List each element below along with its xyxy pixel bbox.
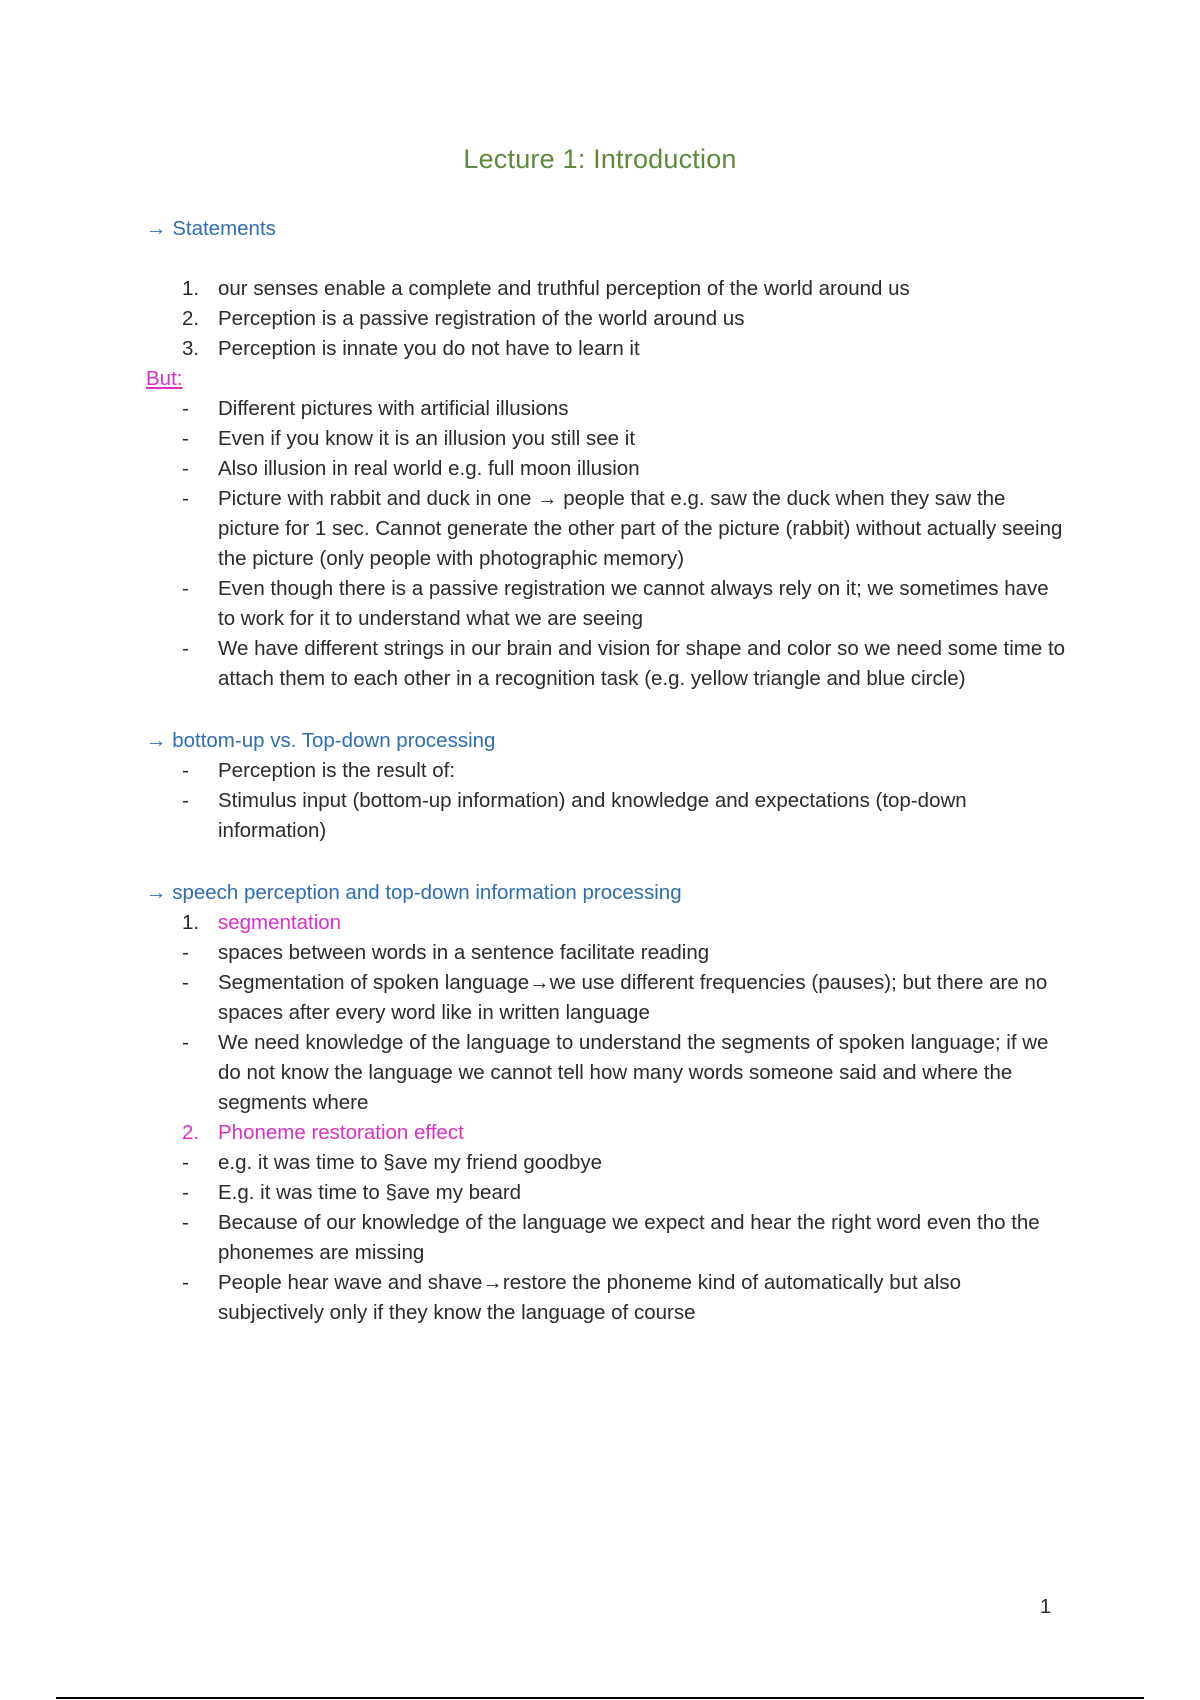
list-item-text: Perception is innate you do not have to learn it [218,337,640,360]
page-title: Lecture 1: Introduction [463,144,737,174]
list-item-text: Different pictures with artificial illusions [218,397,569,420]
list-marker: - [182,487,189,510]
section-heading-label: Statements [172,217,276,240]
subheading-label: segmentation [218,911,342,934]
list-item [146,454,1066,484]
list-marker: - [182,637,189,660]
list-item-text: We have different strings in our brain and vision for shape and color so we need some time to attach them to each other in a recognition task (e.g. yellow triangle and blue circle) [218,637,1066,690]
list-item-text: Perception is a passive registration of the world around us [218,307,745,330]
arrow-icon: → [146,729,167,752]
subheading-phoneme-restoration [146,1118,1066,1148]
footer-rule [56,1697,1144,1699]
statements-list [146,274,1066,364]
list-item-text: Perception is the result of: [218,759,456,782]
document-content [146,214,1066,1328]
list-item-text: E.g. it was time to §ave my beard [218,1181,522,1204]
subheading-label: Phoneme restoration effect [218,1121,464,1144]
list-marker: 3. [182,337,200,360]
list-item [146,1208,1066,1268]
list-item [146,304,1066,334]
list-item [146,1028,1066,1118]
list-item-text: e.g. it was time to §ave my friend goodbye [218,1151,603,1174]
list-item-text: Segmentation of spoken language→we use different frequencies (pauses); but there are no spaces after every word like in written language [218,971,1048,1024]
list-item-text: our senses enable a complete and truthful perception of the world around us [218,277,910,300]
list-marker: - [182,397,189,420]
spacer [146,694,1066,726]
list-marker: - [182,427,189,450]
list-marker: - [182,759,189,782]
list-marker: 1. [182,277,200,300]
list-marker: - [182,577,189,600]
list-item [146,938,1066,968]
section-heading-label: speech perception and top-down information processing [172,881,682,904]
list-item-text: spaces between words in a sentence facilitate reading [218,941,710,964]
list-item [146,1178,1066,1208]
list-item [146,786,1066,846]
list-item [146,394,1066,424]
arrow-icon: → [146,217,167,240]
arrow-icon: → [146,881,167,904]
list-marker: - [182,789,189,812]
list-marker: - [182,457,189,480]
bottom-up-list [146,756,1066,846]
list-item [146,484,1066,574]
list-marker: - [182,941,189,964]
list-item-text: People hear wave and shave→restore the phoneme kind of automatically but also subjectively only if they know the language of course [218,1271,962,1324]
list-item-text: Because of our knowledge of the language we expect and hear the right word even tho the phonemes are missing [218,1211,1040,1264]
list-marker: - [182,1151,189,1174]
but-label: But: [146,367,183,390]
list-item [146,756,1066,786]
list-marker: - [182,1181,189,1204]
list-item-text: Even if you know it is an illusion you still see it [218,427,636,450]
list-item-text: Also illusion in real world e.g. full moon illusion [218,457,640,480]
section-heading-speech [146,878,1066,908]
list-item [146,574,1066,634]
list-item [146,634,1066,694]
list-item [146,968,1066,1028]
subheading-segmentation [146,908,1066,938]
list-item [146,424,1066,454]
section-heading-statements [146,214,1066,244]
list-item-text: We need knowledge of the language to understand the segments of spoken language; if we do not know the language we cannot tell how many words someone said and where the segments where [218,1031,1049,1114]
list-item-text: Stimulus input (bottom-up information) and knowledge and expectations (top-down information) [218,789,967,842]
section-heading-bottom-up [146,726,1066,756]
list-marker: - [182,1271,189,1294]
list-item-text: Even though there is a passive registration we cannot always rely on it; we sometimes have to work for it to understand what we are seeing [218,577,1049,630]
list-marker: - [182,971,189,994]
list-marker: - [182,1211,189,1234]
section-heading-label: bottom-up vs. Top-down processing [172,729,496,752]
list-marker: - [182,1031,189,1054]
list-item-text: Picture with rabbit and duck in one → people that e.g. saw the duck when they saw the picture for 1 sec. Cannot generate the other part of the picture (rabbit) without actually seeing the picture (only people with photographic memory) [218,487,1063,570]
list-marker: 2. [182,307,200,330]
list-marker: 1. [182,911,200,934]
but-list [146,394,1066,694]
page-number: 1 [1040,1596,1052,1618]
speech-list [146,908,1066,1328]
list-item [146,1148,1066,1178]
list-item [146,274,1066,304]
list-item [146,334,1066,364]
list-item [146,1268,1066,1328]
spacer [146,846,1066,878]
spacer [146,244,1066,274]
list-marker: 2. [182,1121,200,1144]
